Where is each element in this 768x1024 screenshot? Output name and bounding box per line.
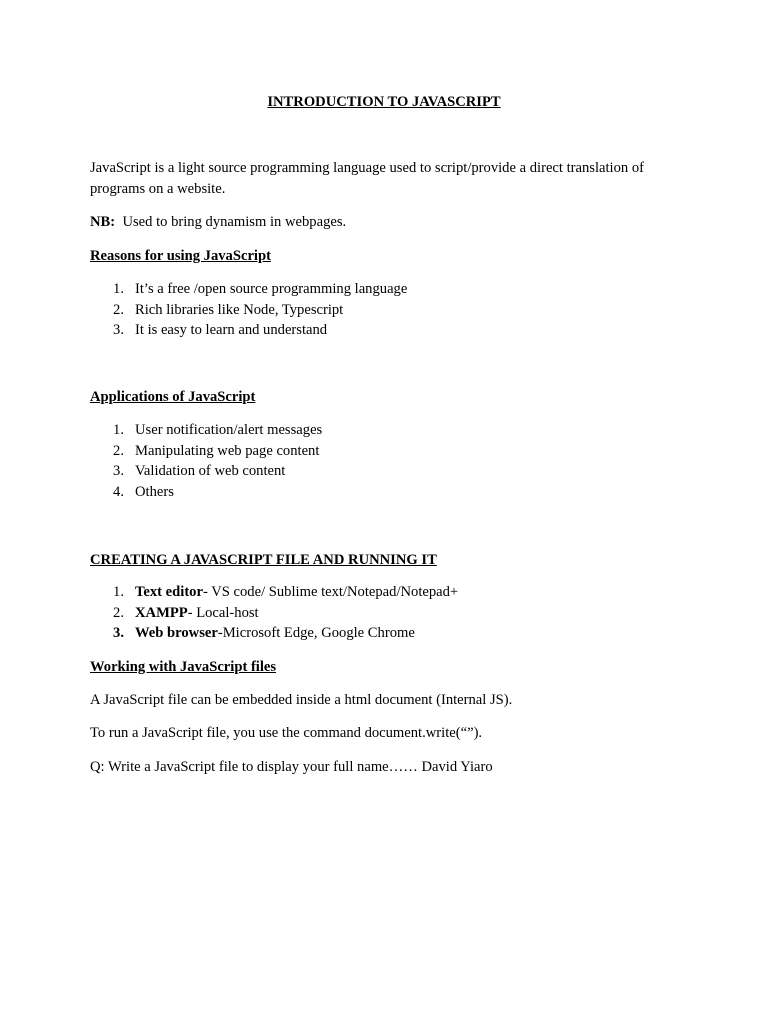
list-item-text: Manipulating web page content	[135, 442, 320, 459]
list-item-text: Validation of web content	[135, 463, 286, 479]
applications-heading: Applications of JavaScript	[90, 389, 256, 405]
creating-heading: CREATING A JAVASCRIPT FILE AND RUNNING IT	[90, 552, 437, 568]
list-number: 4.	[113, 483, 124, 500]
list-number: 2.	[113, 604, 124, 621]
list-item	[90, 320, 680, 341]
question-paragraph: Q: Write a JavaScript file to display your full name…… David Yiaro	[90, 759, 493, 775]
list-item	[90, 461, 680, 482]
list-item-label: XAMPP	[135, 604, 188, 621]
list-number: 1.	[113, 584, 124, 600]
working-paragraph-1: A JavaScript file can be embedded inside a html document (Internal JS).	[90, 692, 513, 708]
list-item	[90, 300, 680, 321]
list-item-text: Rich libraries like Node, Typescript	[135, 301, 344, 318]
document-title: INTRODUCTION TO JAVASCRIPT	[267, 94, 501, 110]
list-item	[90, 441, 680, 462]
list-item-text: Others	[135, 483, 174, 500]
nb-label: NB:	[90, 214, 116, 230]
reasons-list	[90, 279, 680, 341]
working-paragraph-2: To run a JavaScript file, you use the command document.write(“”).	[90, 725, 483, 741]
list-item	[90, 279, 680, 300]
list-number: 3.	[113, 322, 124, 338]
nb-paragraph	[90, 212, 680, 233]
list-item-text: - VS code/ Sublime text/Notepad/Notepad+	[202, 584, 459, 600]
reasons-heading: Reasons for using JavaScript	[90, 248, 271, 264]
list-item	[90, 603, 680, 624]
nb-text: Used to bring dynamism in webpages.	[122, 214, 347, 230]
list-item-text: - Local-host	[187, 604, 259, 621]
creating-list	[90, 582, 680, 644]
list-item-label: Text editor	[135, 584, 203, 600]
list-item	[90, 582, 680, 603]
list-item-text: User notification/alert messages	[135, 422, 323, 438]
list-number: 2.	[113, 301, 124, 318]
applications-list	[90, 420, 680, 502]
list-item-text: It is easy to learn and understand	[135, 322, 328, 338]
list-number: 2.	[113, 442, 124, 459]
list-item-label: Web browser	[135, 625, 218, 641]
working-heading: Working with JavaScript files	[90, 659, 277, 675]
list-item-text: -Microsoft Edge, Google Chrome	[217, 625, 415, 641]
list-number: 3.	[113, 625, 124, 641]
list-item	[90, 420, 680, 441]
intro-paragraph: JavaScript is a light source programming language used to script/provide a direct translation of programs on a website.	[90, 160, 645, 197]
list-item-text: It’s a free /open source programming language	[135, 281, 408, 297]
list-item	[90, 482, 680, 503]
list-item	[90, 623, 680, 644]
list-number: 1.	[113, 422, 124, 438]
list-number: 3.	[113, 463, 124, 479]
list-number: 1.	[113, 281, 124, 297]
